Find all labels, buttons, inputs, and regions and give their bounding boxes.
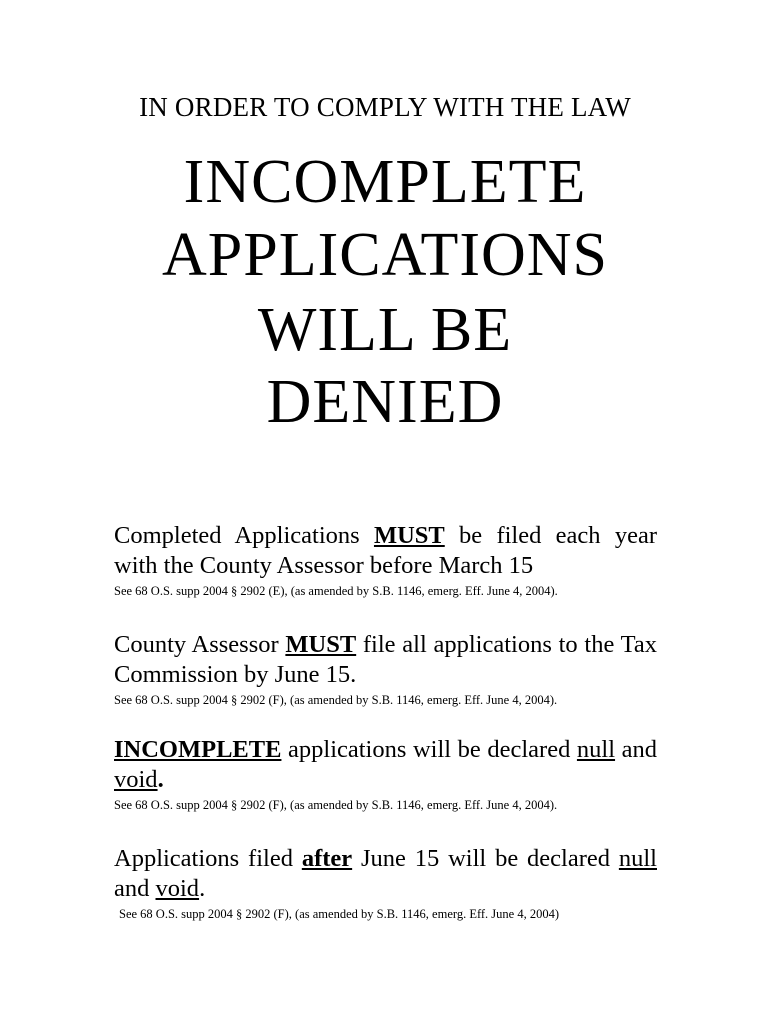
headline-line: DENIED (266, 368, 504, 436)
underlined-null: null (576, 736, 616, 763)
notice-subtitle: IN ORDER TO COMPLY WITH THE LAW (139, 92, 631, 122)
legal-citation: See 68 O.S. supp 2004 § 2902 (E), (as amended by S.B. 1146, emerg. Eff. June 4, 2004). (114, 584, 558, 598)
text-run: June 15 will be declared (352, 845, 619, 872)
headline-line: INCOMPLETE (183, 148, 587, 216)
late-filing-section (114, 844, 657, 922)
emphasis-must: MUST (285, 631, 357, 658)
assessor-deadline-section (114, 630, 657, 708)
incomplete-text (114, 735, 657, 795)
headline-line: APPLICATIONS (161, 221, 609, 289)
text-run: Applications filed (114, 845, 302, 872)
filing-deadline-section (114, 521, 657, 599)
text-run: County Assessor (114, 631, 286, 658)
text-run: Completed Applications (114, 522, 374, 549)
text-run: . (199, 875, 206, 902)
headline-line: WILL BE (257, 296, 513, 364)
filing-deadline-text (114, 521, 657, 581)
text-run: and (114, 875, 156, 902)
underlined-void: void (155, 875, 200, 902)
text-run: . (157, 766, 164, 793)
late-filing-text (114, 844, 657, 904)
text-run: be filed each year with the County Assessor before March 15 (114, 522, 657, 579)
text-run: applications will be declared (281, 736, 577, 763)
underlined-void: void (114, 766, 158, 793)
legal-citation: See 68 O.S. supp 2004 § 2902 (F), (as amended by S.B. 1146, emerg. Eff. June 4, 2004). (114, 693, 558, 707)
emphasis-must: MUST (373, 522, 445, 549)
legal-citation: See 68 O.S. supp 2004 § 2902 (F), (as amended by S.B. 1146, emerg. Eff. June 4, 2004) (119, 907, 560, 921)
assessor-deadline-text (114, 630, 657, 690)
text-run: file all applications to the Tax Commission by June 15. (114, 631, 657, 688)
text-run: and (615, 736, 657, 763)
emphasis-incomplete: INCOMPLETE (114, 736, 282, 763)
incomplete-section (114, 735, 657, 813)
legal-citation: See 68 O.S. supp 2004 § 2902 (F), (as amended by S.B. 1146, emerg. Eff. June 4, 2004). (114, 798, 558, 812)
underlined-null: null (618, 845, 657, 872)
emphasis-after: after (301, 845, 353, 872)
